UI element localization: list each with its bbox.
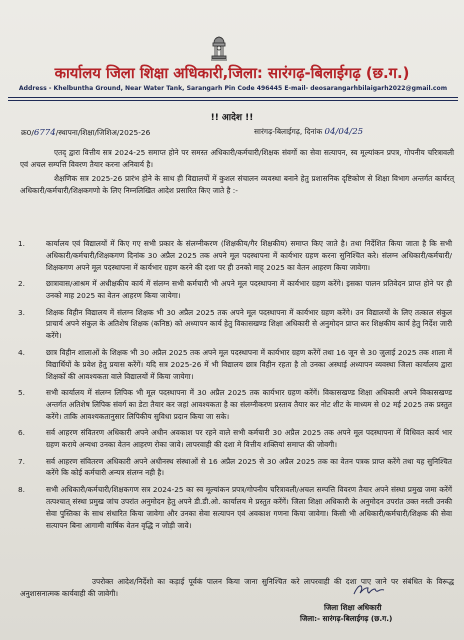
officer-signature-block [300, 603, 392, 624]
intro-paragraph: शैक्षणिक सत्र 2025-26 प्रारंभ होने के साथ ही विद्यालयों में कुशल संचालन व्यवस्था बनाने हेतु प्रशासनिक दृष्टिकोण से शिक्षा विभाग अन्तर्गत कार्यरत् अधिकारी/कर्मचारी/शिक्षकगणो के लिए निम्नलिखित आदेश प्रसारित किए जाते है :- [20, 173, 454, 196]
header-divider-thin [8, 100, 458, 101]
officer-title: जिला शिक्षा अधिकारी [324, 603, 382, 612]
order-item [18, 278, 452, 302]
item-number: 8. [18, 484, 26, 494]
item-text: सर्व आहरण संवितरण अधिकारी अपने अधीनस्थ संस्थाओं से 16 अप्रैल 2025 से 30 अप्रैल 2025 तक का वेतन पत्रक प्राप्त करेंगे तथा यह सुनिश्चित करेंगे कि कोई कर्मचारी अन्यत्र संलग्न नही है। [46, 456, 452, 478]
item-text: सर्व आहरण संवितरण अधिकारी अपने अधीन अवकाश पर रहने वाले सभी कर्मचारी 30 अप्रैल 2025 तक अपने मूल पदस्थापना में विधिवत कार्य भार ग्रहण कराये अन्यथा उनका वेतन आहरण रोका जावे। लापरवाही की दशा मे वित्तीय शक्तियां समाप्त की जोवगी। [46, 428, 452, 450]
reference-number [21, 128, 150, 138]
state-emblem-icon [208, 35, 230, 61]
item-number: 3. [18, 307, 26, 317]
header-divider [8, 97, 458, 98]
intro-paragraph: एतद् द्वारा वित्तीय सत्र 2024-25 समाप्त होने पर समस्त अधिकारी/कर्मचारी/शिक्षक संवर्गो का सेवा सत्यापन, स्व मूल्यांकन प्रपत्र, गोपनीय चरित्रावली एवं अचल सम्पत्ति विवरण तैयार करना अनिवार्य है। [20, 148, 454, 170]
item-number: 7. [18, 456, 26, 466]
order-item [18, 484, 452, 532]
office-title: कार्यालय जिला शिक्षा अधिकारी,जिला: सारंगढ़-बिलाईगढ़ (छ.ग.) [54, 65, 410, 82]
reference-prefix: क्र0/ [21, 128, 34, 137]
item-number: 6. [18, 428, 26, 438]
item-text: छात्र विहीन शालाओं के शिक्षक भी 30 अप्रैल 2025 तक अपने मूल पदस्थापना में कार्यभार ग्रहण करेंगें तथा 16 जून से 30 जुलाई 2025 तक शाला में विद्यार्थियों के प्रवेश हेतु प्रयास करेंगें। यदि सत्र 2025-26 में भी विद्यालय छात्र विहीन रहता है तो उनका अस्थाई अध्यापन व्यवस्था जिला कार्यालय द्वारा शिक्षकों की आवश्यकता वाले विद्यालयों में किया जायेगा। [46, 347, 452, 381]
item-number: 4. [18, 347, 26, 357]
officer-district: जिला:- सारंगढ़-बिलाईगढ़ (छ.ग.) [300, 613, 393, 623]
order-item [18, 427, 452, 451]
item-text: शिक्षक विहीन विद्यालय में संलग्न शिक्षक भी 30 अप्रैल 2025 तक अपने मूल पदस्थापना में कार्यभार ग्रहण करेंगे। उन विद्यालयों के लिए तत्काल संकुल प्राचार्य अपने संकुल के अतिशेष शिक्षक (कनिष्ठ) को अध्यापन कार्य हेतु विकासखण्ड शिक्षा अधिकारी से अनुमोदन प्राप्त कर शिक्षकीय कार्य हेतु निर्देश जारी करेंगे। [46, 307, 452, 341]
place-date-label: सारंगढ़-बिलाईगढ़, दिनांक [254, 127, 323, 136]
order-item [18, 456, 452, 480]
item-number: 2. [18, 279, 26, 289]
handwritten-reference-no: 6774 [33, 128, 56, 138]
item-text: छात्रावास/आश्रम में अधीक्षकीय कार्य में संलग्न सभी कर्मचारी भी अपने मूल पदस्थापना में कार्यभार ग्रहण करेंगे। इसका पालन प्रतिवेदन प्राप्त होने पर ही उनको माह 2025 का वेतन आहरण किया जायेगा। [46, 279, 452, 301]
item-text: सभी अधिकारी/कर्मचारी/शिक्षकगण सत्र 2024-25 का स्व मूल्यांकन प्रपत्र/गोपनीय चरित्रावली/अचल सम्पत्ति विवरण तैयार अपने संस्था प्रमुख जमा करेंगें तत्पश्चात् संस्था प्रमुख जांच उपरांत अनुमोदन हेतु अपने डी.डी.ओ. कार्यालय मे प्रस्तुत करेंगें। जिला शिक्षा अधिकारी के अनुमोदन उपरांत उक्त नस्ती उनकी सेवा पुस्तिका के साथ संधारित किया जावेगा और उनका सेवा सत्यापन एवं अवकाश गणना किया जावेगा। किसी भी अधिकारी/कर्मचारी/शिक्षक की सेवा सत्यापन बिना आगामी वार्षिक वेतन वृद्धि न जोड़ी जावे। [46, 484, 452, 530]
closing-text: उपरोक्त आदेश/निर्देशो का कड़ाई पूर्वकं पालन किया जाना सुनिश्चित करे लापरवाही की दशा पाए जाने पर संबंधित के विरूद्ध अनुशासनात्मक कार्यवाही की जावेगी। [20, 577, 454, 598]
order-heading: !! आदेश !! [210, 113, 254, 123]
item-text: सभी कार्यालय में संलग्न लिपिक भी मूल पदस्थापना में 30 अप्रैल 2025 तक कार्यभार ग्रहण करेंगें। विकासखण्ड शिक्षा अधिकारी अपने विकासखण्ड अन्तर्गत अतिशेष लिपिक संवर्ग का डेटा तैयार कर जहां आवश्यकता है का संलग्नीकरण प्रस्ताव तैयार कर नोट शीट के माध्यम से 02 मई 2025 तक प्रस्तुत करेंगे। ताकि आवश्यकतानुसार लिपिकीय सुविधा प्रदान किया जा सके। [46, 387, 452, 421]
item-number: 5. [18, 387, 26, 397]
reference-date [254, 127, 363, 137]
item-number: 1. [18, 239, 26, 248]
order-items [18, 238, 452, 536]
item-text: कार्यालय एवं विद्यालयों में किए गए सभी प्रकार के संलग्नीकरण (शिक्षकीय/गैर शिक्षकीय) समाप्त किए जाते है। तथा निर्देशित किया जाता है कि सभी अधिकारी/कर्मचारी/शिक्षकगण दिनांक 30 अप्रैल 2025 तक अपने मूल पदस्थापना में कार्यभार ग्रहण करना सुनिश्चित करे। संलग्न अधिकारी/कर्मचारी/शिक्षकगण अपने मूल पदस्थापना में कार्यभार ग्रहण करने की दशा पर ही उनको माह् 2025 का वेतन आहरण किया जावेगा। [46, 239, 452, 272]
order-item [18, 307, 452, 343]
order-item [18, 387, 452, 423]
handwritten-signature-icon [352, 583, 386, 597]
office-address: Address - Khelbuntha Ground, Near Water Tank, Sarangarh Pin Code 496445 E-mail- deosarangarhbilaigarh2022@gmail.com [18, 85, 448, 92]
intro-section [20, 147, 454, 198]
order-item [18, 238, 452, 274]
order-item [18, 347, 452, 383]
handwritten-date: 04/04/25 [324, 127, 364, 137]
reference-suffix: /स्थापना/शिक्षा/जिशिअ/2025-26 [55, 128, 151, 137]
closing-paragraph [20, 576, 454, 600]
